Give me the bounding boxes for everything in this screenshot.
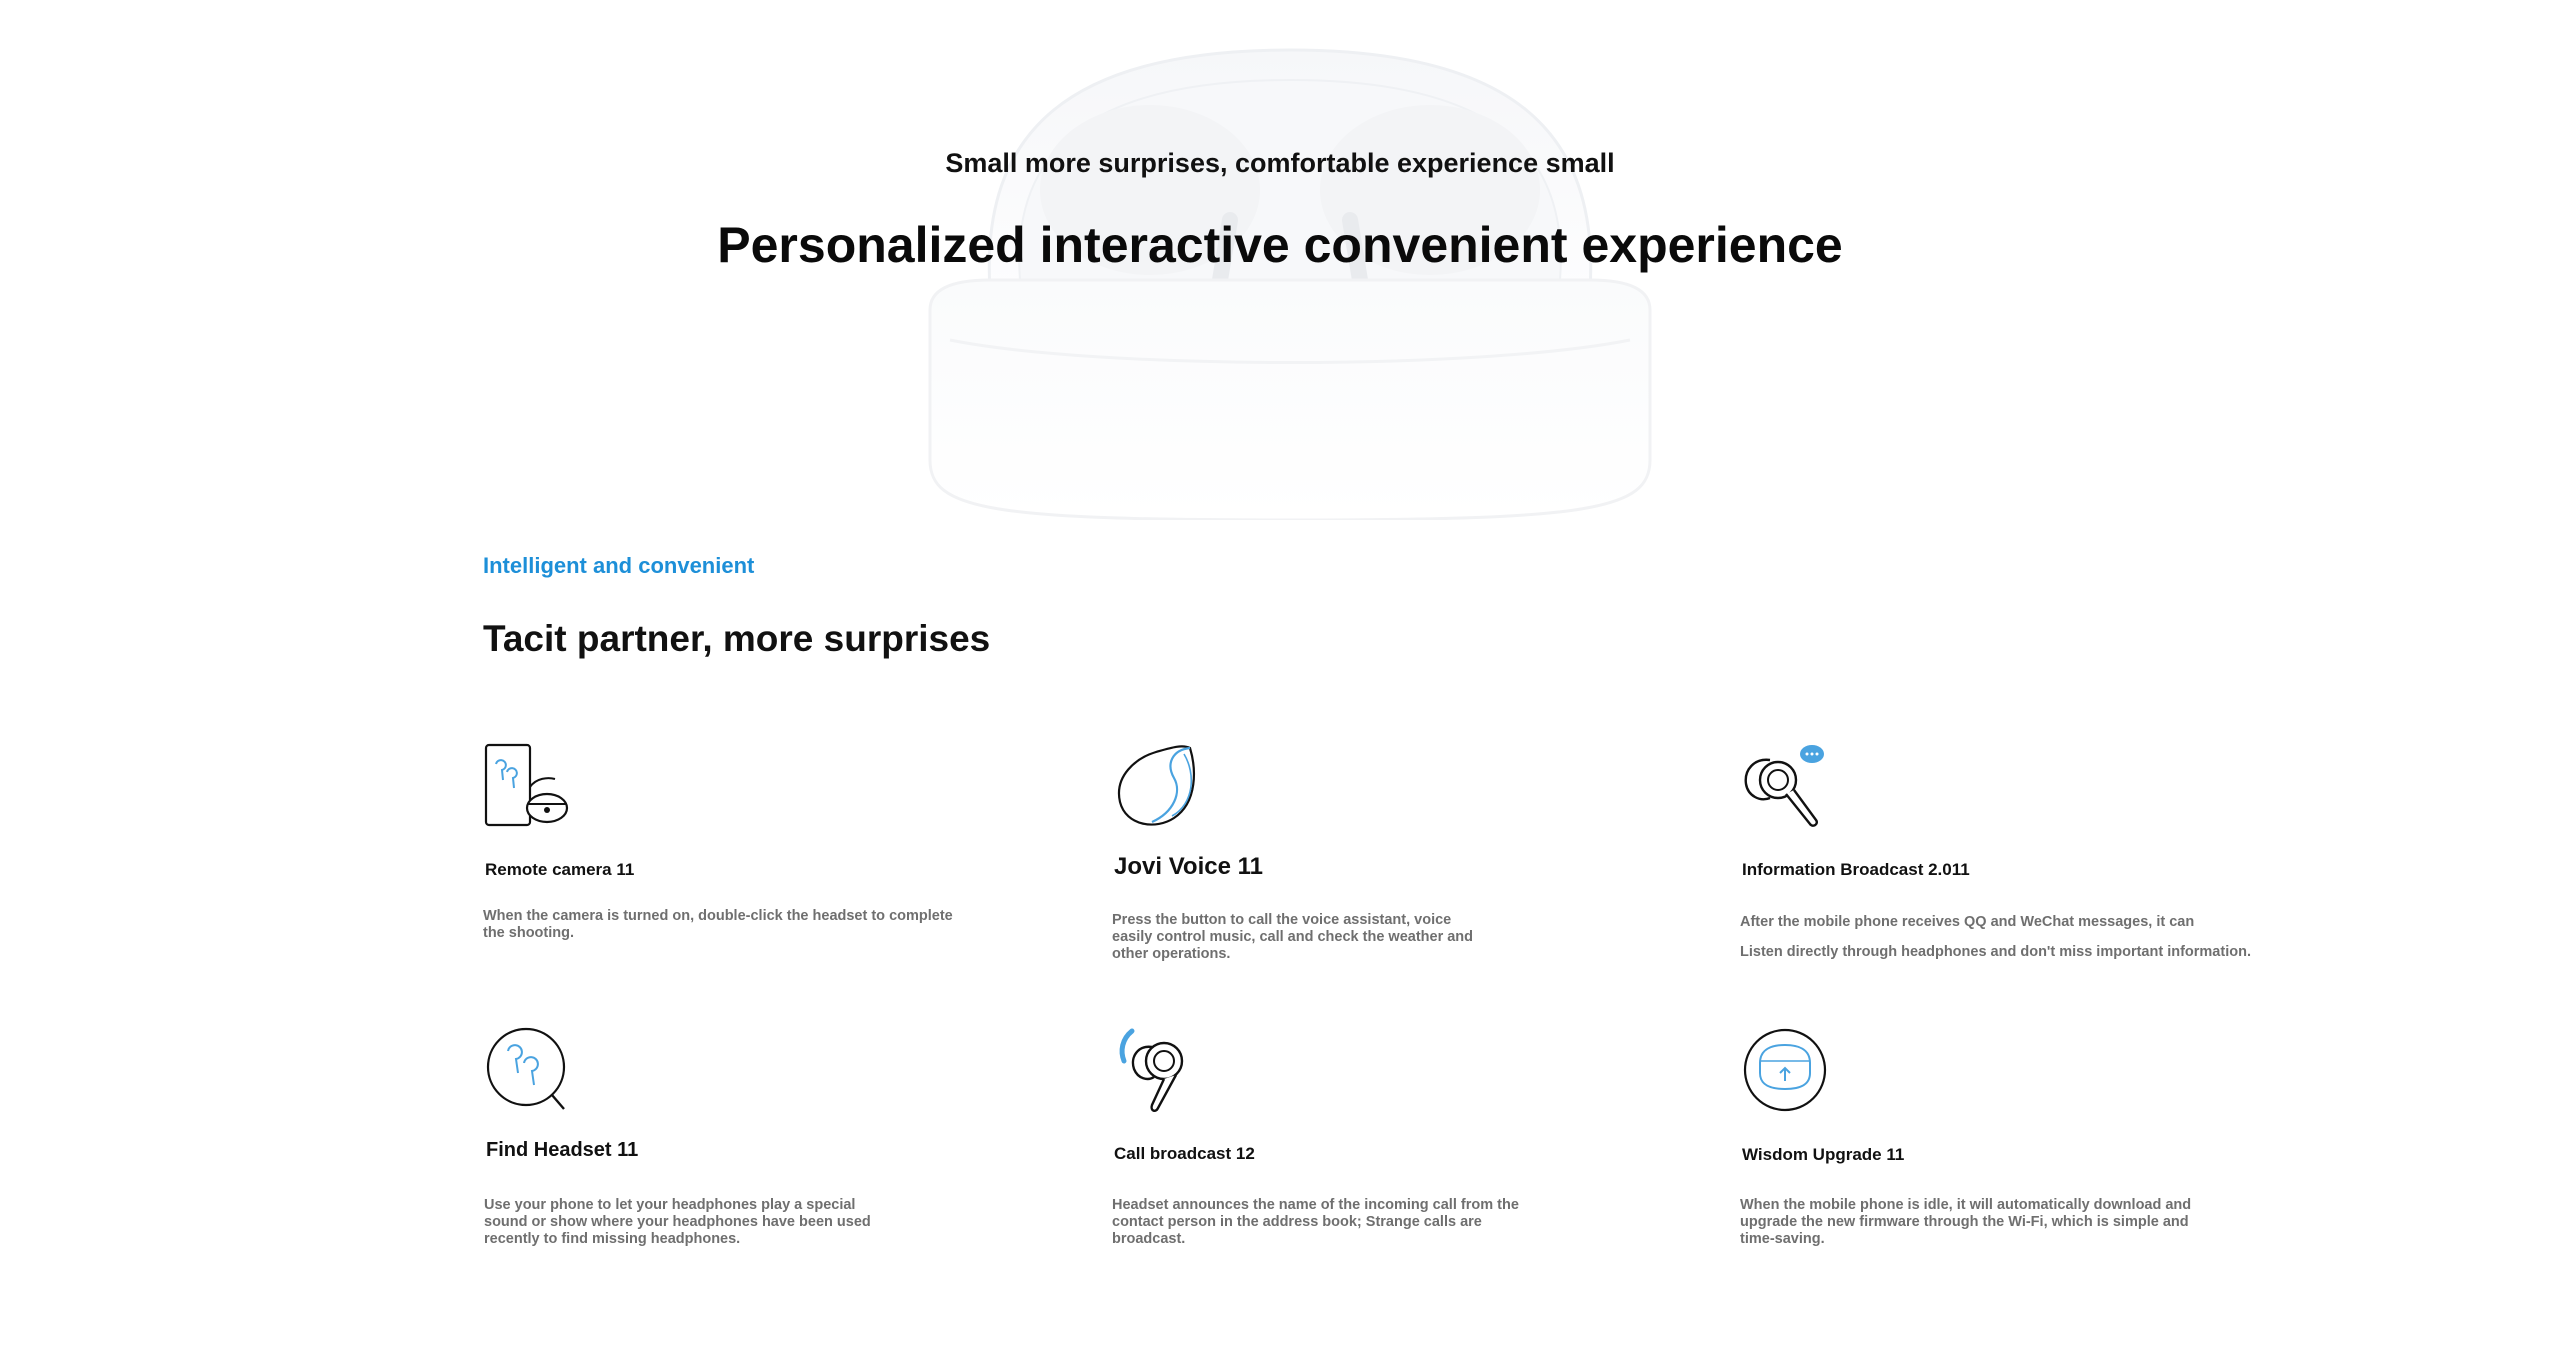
feature-description-line1: After the mobile phone receives QQ and WeChat messages, it can <box>1740 914 2195 930</box>
section-title: Tacit partner, more surprises <box>483 618 991 659</box>
feature-description-line2: Listen directly through headphones and don't miss important information. <box>1740 944 2251 960</box>
feature-information-broadcast <box>1740 742 2300 960</box>
phone-earbuds-icon <box>483 742 573 832</box>
case-upgrade-icon <box>1740 1025 1830 1115</box>
feature-description: Headset announces the name of the incoming call from the contact person in the address book; Strange calls are broadcast. <box>1112 1197 1519 1247</box>
feature-title: Wisdom Upgrade 11 <box>1742 1145 1905 1164</box>
feature-wisdom-upgrade <box>1740 1025 2300 1247</box>
feature-title: Jovi Voice 11 <box>1114 853 1263 880</box>
hero-title: Personalized interactive convenient experience <box>717 217 1843 273</box>
feature-find-headset <box>484 1025 1044 1247</box>
feature-description: Use your phone to let your headphones play a special sound or show where your headphones have been used recently to find missing headphones. <box>484 1197 871 1247</box>
section-kicker: Intelligent and convenient <box>483 553 755 578</box>
earbuds-case-image <box>900 40 1680 520</box>
earbud-message-icon <box>1740 742 1830 832</box>
earbud-call-icon <box>1112 1025 1202 1115</box>
feature-description: Press the button to call the voice assistant, voice easily control music, call and check the weather and other operations. <box>1112 912 1474 962</box>
find-earbuds-icon <box>484 1025 574 1115</box>
hero-banner <box>0 0 2560 520</box>
feature-description: When the camera is turned on, double-click the headset to complete the shooting. <box>483 908 953 941</box>
feature-title: Call broadcast 12 <box>1114 1144 1255 1163</box>
feature-call-broadcast <box>1112 1025 1672 1247</box>
feature-description: When the mobile phone is idle, it will automatically download and upgrade the new firmware through the Wi-Fi, which is simple and time-saving. <box>1740 1197 2192 1247</box>
feature-title: Find Headset 11 <box>486 1139 639 1161</box>
feature-jovi-voice <box>1112 740 1672 962</box>
feature-title: Information Broadcast 2.011 <box>1742 860 1970 879</box>
feature-title: Remote camera 11 <box>485 860 635 879</box>
feature-remote-camera <box>483 742 1043 941</box>
hero-subtitle: Small more surprises, comfortable experience small <box>945 148 1615 178</box>
voice-blob-icon <box>1112 740 1202 830</box>
